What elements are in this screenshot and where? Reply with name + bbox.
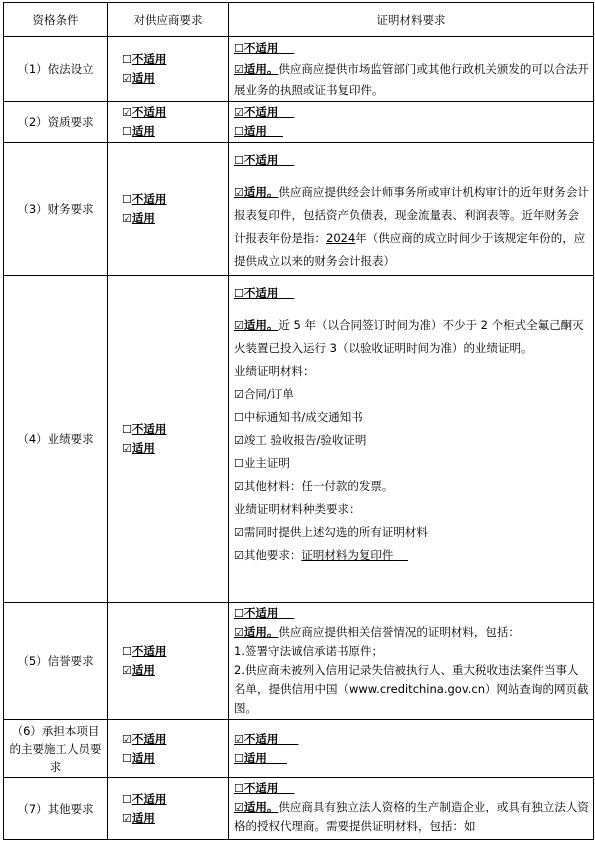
proof-req-cell: ☐不适用 ☑适用。供应商应提供相关信誉情况的证明材料，包括： 1.签署守法诚信承诺书原件； 2.供应商未被列入信用记录失信被执行人、重大税收违法案件当事人名单，提供信用中国（www.creditchina.gov.cn）网站查询的网页截图。 xyxy=(229,603,594,720)
checkbox-checked-icon[interactable]: ☑ xyxy=(234,626,244,639)
header-supplier-req: 对供应商要求 xyxy=(108,3,229,37)
checkbox-checked-icon[interactable]: ☑ xyxy=(122,72,132,85)
header-qualification: 资格条件 xyxy=(4,3,108,37)
list-item: ☐业主证明 xyxy=(234,456,290,470)
checkbox-checked-icon[interactable]: ☑ xyxy=(234,434,244,447)
checkbox-unchecked-icon[interactable]: ☐ xyxy=(122,792,132,806)
supplier-req-cell: ☐不适用 ☑适用 xyxy=(108,276,229,603)
types-title: 业绩证明材料种类要求： xyxy=(234,502,361,516)
checkbox-checked-icon[interactable]: ☑ xyxy=(122,732,132,746)
proof-req-cell: ☐不适用 ☑适用。近 5 年（以合同签订时间为准）不少于 2 个柜式全氟己酮灭火装置已投入运行 3（以验收证明时间为准）的业绩证明。 业绩证明材料： ☑合同/订单 ☐中标通知书/成交通知书 ☑竣工 验收报告/验收证明 ☐业主证明 ☑其他材料：任一付款的发票。 业绩证明材料种类要求： ☑需同时提供上述勾选的所有证明材料 ☑其他要求：证明材料为复印件 xyxy=(229,276,594,603)
checkbox-unchecked-icon[interactable]: ☐ xyxy=(234,751,244,765)
table-row xyxy=(4,143,594,276)
list-item: ☑其他要求：证明材料为复印件 xyxy=(234,548,394,562)
checkbox-checked-icon[interactable]: ☑ xyxy=(234,732,244,746)
qualification-table xyxy=(3,2,594,840)
supplier-req-cell: ☑不适用 ☐适用 xyxy=(108,102,229,143)
supplier-req-cell: ☐不适用 ☑适用 xyxy=(108,603,229,720)
supplier-req-cell: ☑不适用 ☐适用 xyxy=(108,720,229,778)
checkbox-checked-icon[interactable]: ☑ xyxy=(234,186,244,199)
list-item: ☑合同/订单 xyxy=(234,387,294,401)
table-row xyxy=(4,603,594,720)
checkbox-checked-icon[interactable]: ☑ xyxy=(122,811,132,825)
proof-req-cell: ☐不适用 ☑适用。供应商应提供经会计师事务所或审计机构审计的近年财务会计报表复印件，包括资产负债表，现金流量表、利润表等。近年财务会计报表年份是指：2024年（供应商的成立时间少于该规定年份的，应提供成立以来的财务会计报表） xyxy=(229,143,594,276)
row-label: （4）业绩要求 xyxy=(4,276,108,603)
checkbox-unchecked-icon[interactable]: ☐ xyxy=(122,423,132,436)
table-header xyxy=(4,3,594,37)
list-item: ☐中标通知书/成交通知书 xyxy=(234,410,363,424)
table-row xyxy=(4,276,594,603)
proof-req-cell: ☐不适用 ☑适用。供应商具有独立法人资格的生产制造企业，或具有独立法人资格的授权代理商。需要提供证明材料，包括：如 xyxy=(229,778,594,840)
list-item: ☑竣工 验收报告/验收证明 xyxy=(234,433,367,447)
checkbox-unchecked-icon[interactable]: ☐ xyxy=(122,193,132,206)
checkbox-checked-icon[interactable]: ☑ xyxy=(122,664,132,677)
proof-req-cell: ☑不适用 ☐适用 xyxy=(229,102,594,143)
checkbox-checked-icon[interactable]: ☑ xyxy=(122,106,132,119)
supplier-req-cell: ☐不适用 ☑适用 xyxy=(108,143,229,276)
row-label: （2）资质要求 xyxy=(4,102,108,143)
checkbox-checked-icon[interactable]: ☑ xyxy=(234,63,244,76)
checkbox-unchecked-icon[interactable]: ☐ xyxy=(234,411,244,424)
row-label: （1）依法设立 xyxy=(4,37,108,102)
checkbox-checked-icon[interactable]: ☑ xyxy=(234,801,244,814)
row-label: （6）承担本项目的主要施工人员要求 xyxy=(4,720,108,778)
checkbox-unchecked-icon[interactable]: ☐ xyxy=(234,287,244,300)
creditchina-link[interactable]: www.creditchina.gov.cn xyxy=(349,682,486,696)
checkbox-unchecked-icon[interactable]: ☐ xyxy=(234,125,244,138)
list-item: ☑需同时提供上述勾选的所有证明材料 xyxy=(234,525,428,539)
table-row xyxy=(4,37,594,102)
supplier-req-cell: ☐不适用 ☑适用 xyxy=(108,37,229,102)
checkbox-unchecked-icon[interactable]: ☐ xyxy=(234,782,244,795)
checkbox-unchecked-icon[interactable]: ☐ xyxy=(122,53,132,66)
checkbox-unchecked-icon[interactable]: ☐ xyxy=(122,751,132,765)
checkbox-unchecked-icon[interactable]: ☐ xyxy=(234,154,244,167)
materials-title: 业绩证明材料： xyxy=(234,364,315,378)
row-label: （7）其他要求 xyxy=(4,778,108,840)
table-row xyxy=(4,778,594,840)
checkbox-unchecked-icon[interactable]: ☐ xyxy=(234,607,244,620)
proof-req-cell: ☑不适用 ☐适用 xyxy=(229,720,594,778)
checkbox-checked-icon[interactable]: ☑ xyxy=(122,442,132,455)
checkbox-unchecked-icon[interactable]: ☐ xyxy=(122,125,132,138)
table-row xyxy=(4,720,594,778)
list-item: ☑其他材料：任一付款的发票。 xyxy=(234,479,394,493)
checkbox-checked-icon[interactable]: ☑ xyxy=(234,388,244,401)
checkbox-checked-icon[interactable]: ☑ xyxy=(234,319,244,332)
checkbox-unchecked-icon[interactable]: ☐ xyxy=(122,645,132,658)
checkbox-checked-icon[interactable]: ☑ xyxy=(122,212,132,225)
checkbox-checked-icon[interactable]: ☑ xyxy=(234,480,244,493)
checkbox-unchecked-icon[interactable]: ☐ xyxy=(234,42,244,55)
row-label: （5）信誉要求 xyxy=(4,603,108,720)
checkbox-checked-icon[interactable]: ☑ xyxy=(234,106,244,119)
proof-req-cell: ☐不适用 ☑适用。供应商应提供市场监管部门或其他行政机关颁发的可以合法开展业务的执照或证书复印件。 xyxy=(229,37,594,102)
checkbox-unchecked-icon[interactable]: ☐ xyxy=(234,457,244,470)
header-proof-req: 证明材料要求 xyxy=(229,3,594,37)
row-label: （3）财务要求 xyxy=(4,143,108,276)
supplier-req-cell: ☐不适用 ☑适用 xyxy=(108,778,229,840)
table-row xyxy=(4,102,594,143)
checkbox-checked-icon[interactable]: ☑ xyxy=(234,549,244,562)
checkbox-checked-icon[interactable]: ☑ xyxy=(234,526,244,539)
